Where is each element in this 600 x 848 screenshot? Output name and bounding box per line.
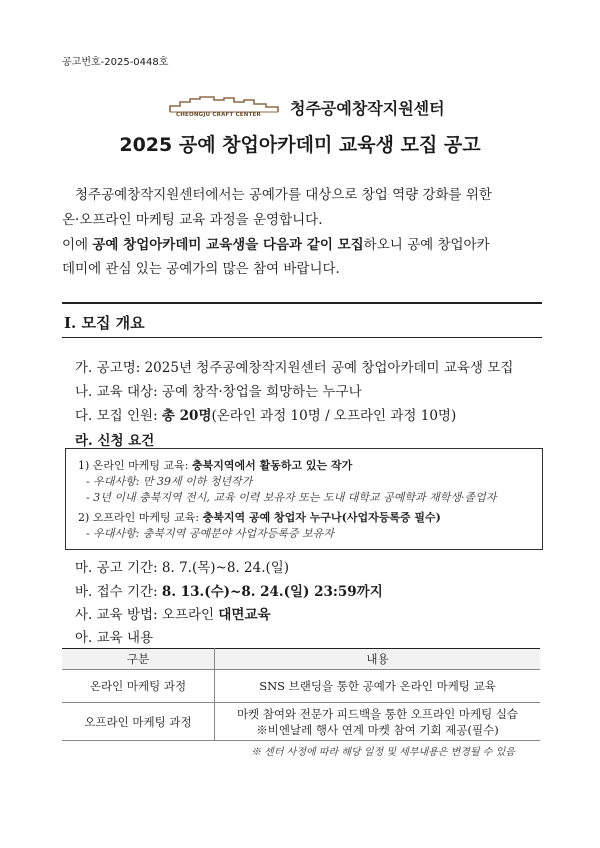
requirement-1-sub-1: - 우대사항: 만 39세 이하 청년작가 — [86, 475, 253, 488]
table-cell-content: 마켓 참여와 전문가 피드백을 통한 오프라인 마케팅 실습 ※비엔날레 행사 연계 마켓 참여 기회 제공(필수) — [215, 703, 541, 741]
item-f: 바. 접수 기간: 8. 13.(수)~8. 24.(일) 23:59까지 — [75, 584, 383, 600]
table-cell-category: 온라인 마케팅 과정 — [62, 670, 215, 703]
section-top-rule — [62, 302, 542, 304]
section-title: I. 모집 개요 — [64, 314, 145, 332]
footnote: ※ 센터 사정에 따라 해당 일정 및 세부내용은 변경될 수 있음 — [251, 747, 515, 758]
logo-english-text: CHEONGJU CRAFT CENTER — [176, 112, 261, 118]
requirement-2: 2) 오프라인 마케팅 교육: 충북지역 공예 창업자 누구나(사업자등록증 필수) — [78, 511, 441, 524]
intro-line-1: 청주공예창작지원센터에서는 공예가를 대상으로 창업 역량 강화를 위한 — [75, 187, 492, 203]
intro-line-4: 데미에 관심 있는 공예가의 많은 참여 바랍니다. — [62, 261, 340, 277]
table-row — [62, 670, 540, 703]
item-g: 사. 교육 방법: 오프라인 대면교육 — [75, 607, 271, 623]
item-d: 라. 신청 요건 — [75, 433, 155, 449]
requirement-2-sub-1: - 우대사항: 충북지역 공예분야 사업자등록증 보유자 — [86, 527, 335, 540]
table-cell-content: SNS 브랜딩을 통한 공예가 온라인 마케팅 교육 — [215, 670, 541, 703]
page-title: 2025 공예 창업아카데미 교육생 모집 공고 — [119, 134, 481, 156]
item-b: 나. 교육 대상: 공예 창작·창업을 희망하는 누구나 — [75, 384, 362, 400]
section-bottom-rule — [62, 337, 542, 338]
notice-number: 공고번호-2025-0448호 — [62, 57, 169, 68]
intro-line-3: 이에 공예 창업아카데미 교육생을 다음과 같이 모집하오니 공예 창업아카 — [62, 237, 490, 253]
table-row — [62, 703, 540, 741]
curriculum-table — [62, 648, 540, 741]
item-a: 가. 공고명: 2025년 청주공예창작지원센터 공예 창업아카데미 교육생 모집 — [75, 360, 514, 376]
table-header-content: 내용 — [215, 649, 541, 670]
table-header-category: 구분 — [62, 649, 215, 670]
intro-highlight: 공예 창업아카데미 교육생을 다음과 같이 모집 — [92, 237, 364, 253]
item-e: 마. 공고 기간: 8. 7.(목)~8. 24.(일) — [75, 560, 290, 576]
requirement-1-sub-2: - 3년 이내 충북지역 전시, 교육 이력 보유자 또는 도내 대학교 공예학과 재학생·졸업자 — [86, 491, 497, 504]
table-cell-category: 오프라인 마케팅 과정 — [62, 703, 215, 741]
item-c: 다. 모집 인원: 총 20명(온라인 과정 10명 / 오프라인 과정 10명) — [75, 408, 457, 424]
organization-name: 청주공예창작지원센터 — [290, 99, 445, 118]
item-h: 아. 교육 내용 — [75, 630, 154, 646]
requirement-1: 1) 온라인 마케팅 교육: 충북지역에서 활동하고 있는 작가 — [78, 459, 353, 472]
table-header-row — [62, 649, 540, 670]
intro-line-2: 온·오프라인 마케팅 교육 과정을 운영합니다. — [62, 212, 323, 228]
